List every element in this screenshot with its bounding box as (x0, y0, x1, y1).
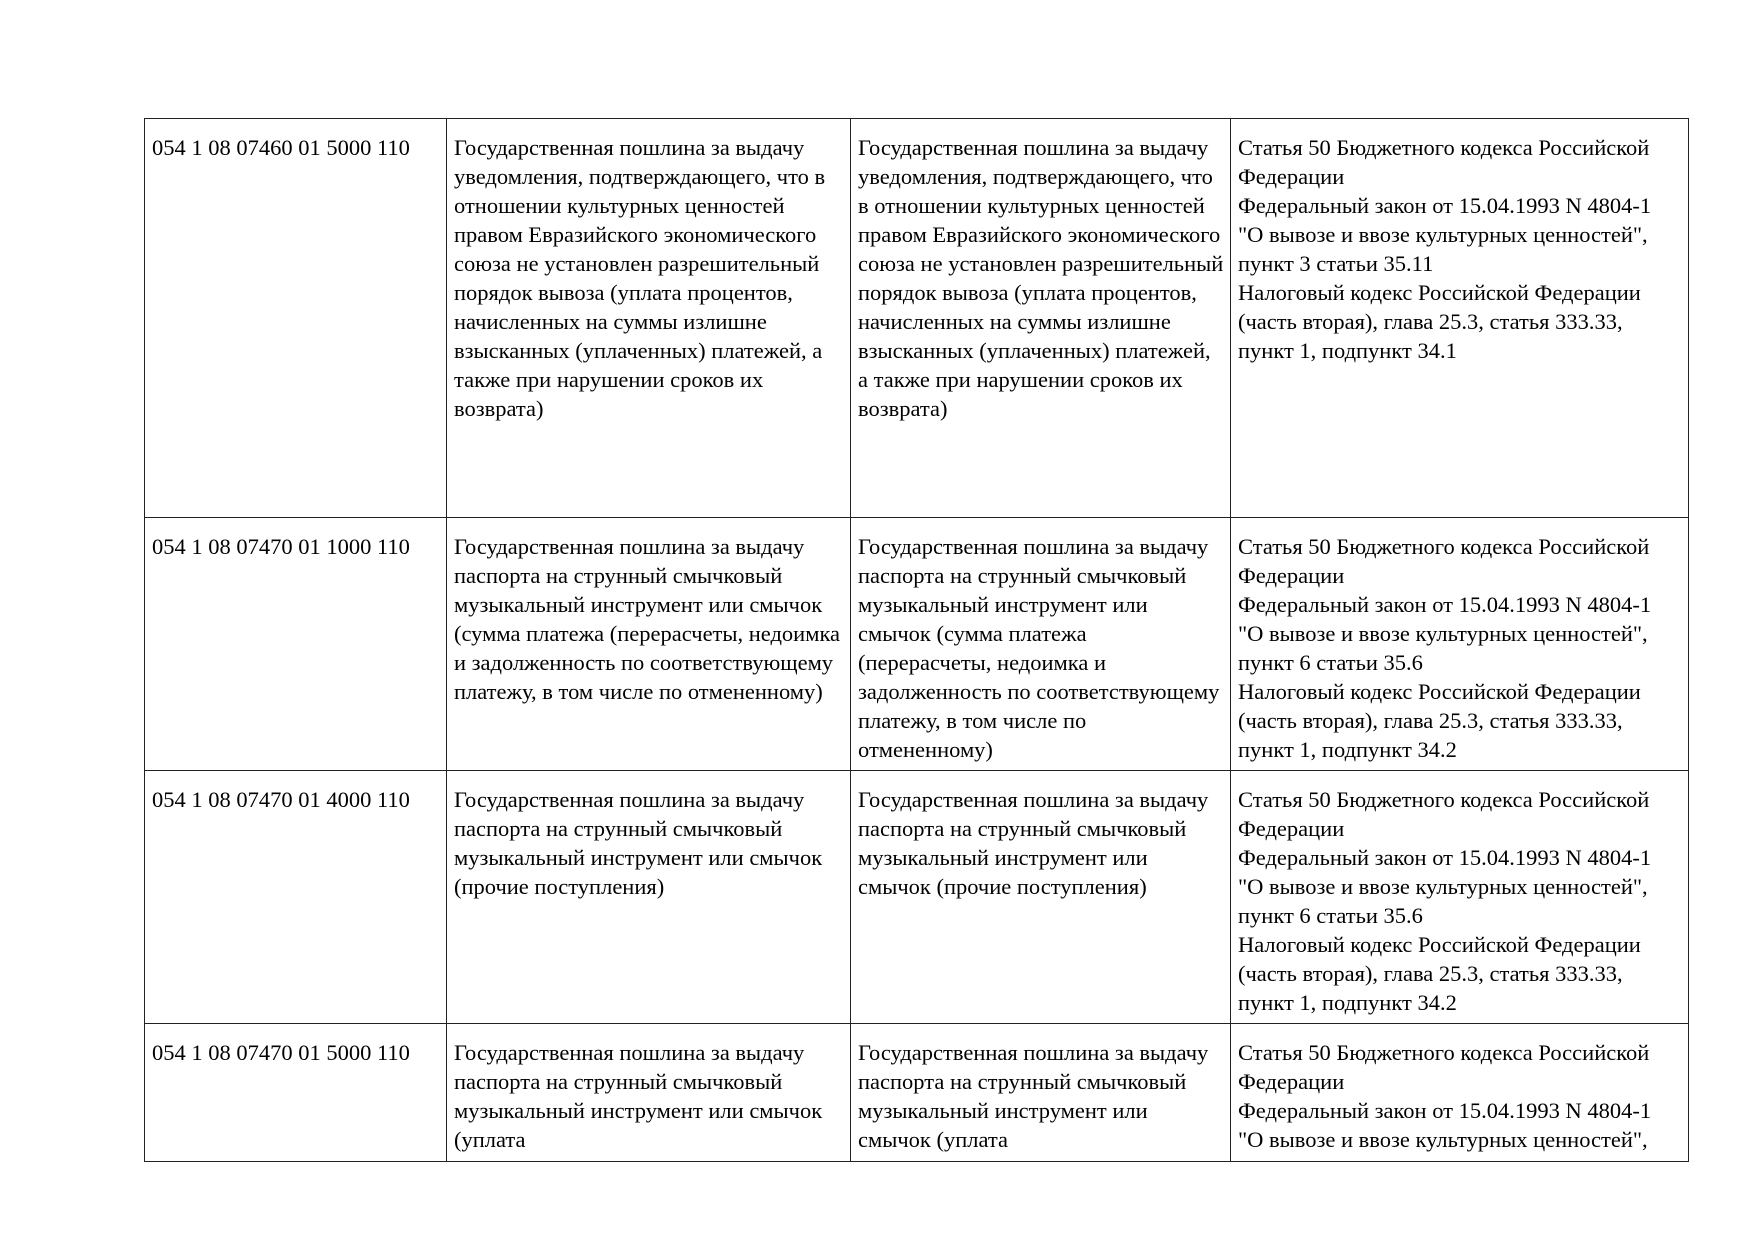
table-row (145, 1024, 1689, 1162)
basis-line: Налоговый кодекс Российской Федерации (часть вторая), глава 25.3, статья 333.33, пункт 1, подпункт 34.2 (1238, 679, 1641, 762)
basis-line: Статья 50 Бюджетного кодекса Российской Федерации (1238, 787, 1650, 841)
name-cell: Государственная пошлина за выдачу уведомления, подтверждающего, что в отношении культурных ценностей правом Евразийского экономического союза не установлен разрешительный порядок вывоза (уплата процентов, начисленных на суммы излишне взысканных (уплаченных) платежей, а также при нарушении сроков их возврата) (447, 119, 851, 518)
name-cell-2: Государственная пошлина за выдачу паспорта на струнный смычковый музыкальный инструмент или смычок (прочие поступления) (851, 771, 1231, 1024)
legal-basis-cell (1231, 518, 1689, 771)
table-row (145, 518, 1689, 771)
name-cell: Государственная пошлина за выдачу паспорта на струнный смычковый музыкальный инструмент или смычок (сумма платежа (перерасчеты, недоимка и задолженность по соответствующему платежу, в том числе по отмененному) (447, 518, 851, 771)
basis-line: Федеральный закон от 15.04.1993 N 4804-1 "О вывозе и ввозе культурных ценностей", пункт 3 статьи 35.11 (1238, 193, 1652, 276)
name-cell-2: Государственная пошлина за выдачу паспорта на струнный смычковый музыкальный инструмент или смычок (уплата (851, 1024, 1231, 1162)
code-cell: 054 1 08 07470 01 1000 110 (145, 518, 447, 771)
name-cell: Государственная пошлина за выдачу паспорта на струнный смычковый музыкальный инструмент или смычок (уплата (447, 1024, 851, 1162)
legal-basis-cell (1231, 119, 1689, 518)
name-cell-2: Государственная пошлина за выдачу паспорта на струнный смычковый музыкальный инструмент или смычок (сумма платежа (перерасчеты, недоимка и задолженность по соответствующему платежу, в том числе по отмененному) (851, 518, 1231, 771)
code-cell: 054 1 08 07460 01 5000 110 (145, 119, 447, 518)
basis-line: Налоговый кодекс Российской Федерации (часть вторая), глава 25.3, статья 333.33, пункт 1, подпункт 34.1 (1238, 280, 1641, 363)
basis-line: Статья 50 Бюджетного кодекса Российской Федерации (1238, 1040, 1650, 1094)
table-row (145, 771, 1689, 1024)
legal-basis-cell (1231, 1024, 1689, 1162)
code-cell: 054 1 08 07470 01 4000 110 (145, 771, 447, 1024)
basis-line: Статья 50 Бюджетного кодекса Российской Федерации (1238, 135, 1650, 189)
budget-codes-table (144, 118, 1689, 1162)
basis-line: Федеральный закон от 15.04.1993 N 4804-1 "О вывозе и ввозе культурных ценностей", пункт 6 статьи 35.6 (1238, 592, 1652, 675)
basis-line: Статья 50 Бюджетного кодекса Российской Федерации (1238, 534, 1650, 588)
code-cell: 054 1 08 07470 01 5000 110 (145, 1024, 447, 1162)
table-row (145, 119, 1689, 518)
basis-line: Федеральный закон от 15.04.1993 N 4804-1 "О вывозе и ввозе культурных ценностей", (1238, 1098, 1652, 1152)
basis-line: Федеральный закон от 15.04.1993 N 4804-1 "О вывозе и ввозе культурных ценностей", пункт 6 статьи 35.6 (1238, 845, 1652, 928)
basis-line: Налоговый кодекс Российской Федерации (часть вторая), глава 25.3, статья 333.33, пункт 1, подпункт 34.2 (1238, 932, 1641, 1015)
name-cell-2: Государственная пошлина за выдачу уведомления, подтверждающего, что в отношении культурных ценностей правом Евразийского экономического союза не установлен разрешительный порядок вывоза (уплата процентов, начисленных на суммы излишне взысканных (уплаченных) платежей, а также при нарушении сроков их возврата) (851, 119, 1231, 518)
name-cell: Государственная пошлина за выдачу паспорта на струнный смычковый музыкальный инструмент или смычок (прочие поступления) (447, 771, 851, 1024)
legal-basis-cell (1231, 771, 1689, 1024)
